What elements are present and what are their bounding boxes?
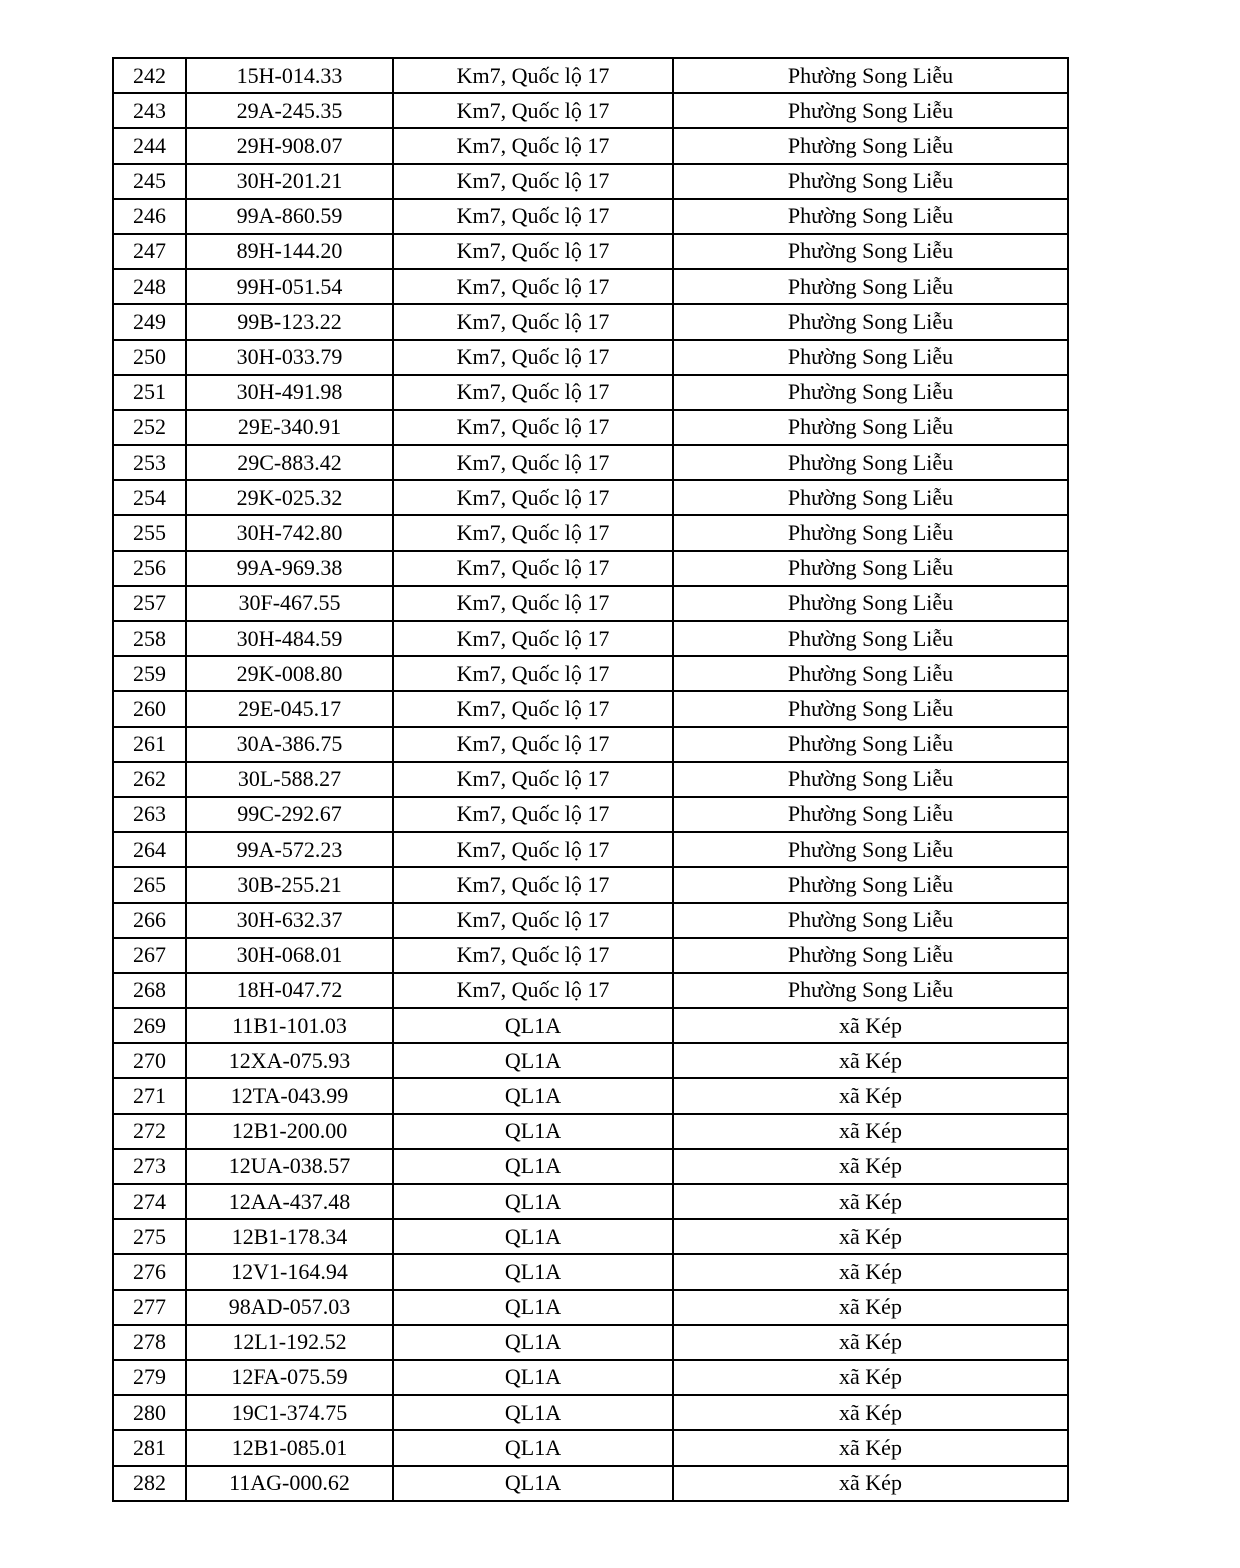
cell-ward: Phường Song Liễu bbox=[673, 656, 1068, 691]
cell-row-number: 273 bbox=[113, 1149, 186, 1184]
cell-road-location: Km7, Quốc lộ 17 bbox=[393, 727, 673, 762]
cell-license-plate: 30H-484.59 bbox=[186, 621, 393, 656]
cell-row-number: 250 bbox=[113, 340, 186, 375]
cell-road-location: Km7, Quốc lộ 17 bbox=[393, 973, 673, 1008]
cell-row-number: 255 bbox=[113, 515, 186, 550]
cell-license-plate: 12B1-085.01 bbox=[186, 1430, 393, 1465]
cell-row-number: 242 bbox=[113, 58, 186, 93]
table-row bbox=[113, 656, 1068, 691]
cell-ward: xã Kép bbox=[673, 1360, 1068, 1395]
table-row bbox=[113, 1149, 1068, 1184]
cell-road-location: Km7, Quốc lộ 17 bbox=[393, 832, 673, 867]
cell-row-number: 248 bbox=[113, 269, 186, 304]
cell-license-plate: 12FA-075.59 bbox=[186, 1360, 393, 1395]
cell-road-location: Km7, Quốc lộ 17 bbox=[393, 164, 673, 199]
table-row bbox=[113, 867, 1068, 902]
cell-row-number: 266 bbox=[113, 903, 186, 938]
cell-license-plate: 30H-068.01 bbox=[186, 938, 393, 973]
cell-row-number: 281 bbox=[113, 1430, 186, 1465]
cell-ward: Phường Song Liễu bbox=[673, 797, 1068, 832]
cell-road-location: Km7, Quốc lộ 17 bbox=[393, 762, 673, 797]
table-row bbox=[113, 515, 1068, 550]
cell-road-location: Km7, Quốc lộ 17 bbox=[393, 269, 673, 304]
cell-license-plate: 99A-969.38 bbox=[186, 551, 393, 586]
cell-ward: xã Kép bbox=[673, 1325, 1068, 1360]
cell-road-location: Km7, Quốc lộ 17 bbox=[393, 234, 673, 269]
table-row bbox=[113, 1395, 1068, 1430]
cell-license-plate: 12L1-192.52 bbox=[186, 1325, 393, 1360]
cell-ward: Phường Song Liễu bbox=[673, 938, 1068, 973]
cell-license-plate: 99B-123.22 bbox=[186, 304, 393, 339]
cell-road-location: Km7, Quốc lộ 17 bbox=[393, 621, 673, 656]
cell-road-location: QL1A bbox=[393, 1078, 673, 1113]
cell-road-location: QL1A bbox=[393, 1254, 673, 1289]
cell-ward: Phường Song Liễu bbox=[673, 340, 1068, 375]
cell-row-number: 244 bbox=[113, 128, 186, 163]
cell-row-number: 268 bbox=[113, 973, 186, 1008]
cell-ward: Phường Song Liễu bbox=[673, 973, 1068, 1008]
cell-ward: Phường Song Liễu bbox=[673, 410, 1068, 445]
cell-license-plate: 30H-033.79 bbox=[186, 340, 393, 375]
cell-ward: Phường Song Liễu bbox=[673, 269, 1068, 304]
cell-license-plate: 12B1-178.34 bbox=[186, 1219, 393, 1254]
cell-road-location: QL1A bbox=[393, 1466, 673, 1501]
cell-license-plate: 11AG-000.62 bbox=[186, 1466, 393, 1501]
cell-ward: Phường Song Liễu bbox=[673, 58, 1068, 93]
cell-road-location: Km7, Quốc lộ 17 bbox=[393, 445, 673, 480]
table-row bbox=[113, 691, 1068, 726]
cell-ward: Phường Song Liễu bbox=[673, 480, 1068, 515]
cell-row-number: 246 bbox=[113, 199, 186, 234]
cell-road-location: QL1A bbox=[393, 1008, 673, 1043]
cell-road-location: Km7, Quốc lộ 17 bbox=[393, 938, 673, 973]
cell-ward: Phường Song Liễu bbox=[673, 93, 1068, 128]
cell-ward: Phường Song Liễu bbox=[673, 867, 1068, 902]
cell-row-number: 261 bbox=[113, 727, 186, 762]
cell-road-location: Km7, Quốc lộ 17 bbox=[393, 656, 673, 691]
cell-road-location: QL1A bbox=[393, 1149, 673, 1184]
cell-ward: Phường Song Liễu bbox=[673, 551, 1068, 586]
table-row bbox=[113, 832, 1068, 867]
cell-ward: xã Kép bbox=[673, 1114, 1068, 1149]
table-row bbox=[113, 480, 1068, 515]
cell-license-plate: 30H-742.80 bbox=[186, 515, 393, 550]
cell-road-location: Km7, Quốc lộ 17 bbox=[393, 58, 673, 93]
cell-road-location: QL1A bbox=[393, 1219, 673, 1254]
cell-license-plate: 30F-467.55 bbox=[186, 586, 393, 621]
cell-row-number: 257 bbox=[113, 586, 186, 621]
cell-road-location: Km7, Quốc lộ 17 bbox=[393, 551, 673, 586]
cell-ward: Phường Song Liễu bbox=[673, 727, 1068, 762]
table-row bbox=[113, 586, 1068, 621]
vehicle-list-table bbox=[112, 57, 1069, 1502]
cell-ward: Phường Song Liễu bbox=[673, 164, 1068, 199]
cell-road-location: Km7, Quốc lộ 17 bbox=[393, 410, 673, 445]
cell-license-plate: 29K-008.80 bbox=[186, 656, 393, 691]
cell-license-plate: 18H-047.72 bbox=[186, 973, 393, 1008]
table-row bbox=[113, 1254, 1068, 1289]
cell-license-plate: 99A-860.59 bbox=[186, 199, 393, 234]
cell-row-number: 272 bbox=[113, 1114, 186, 1149]
cell-license-plate: 12V1-164.94 bbox=[186, 1254, 393, 1289]
cell-row-number: 274 bbox=[113, 1184, 186, 1219]
cell-ward: Phường Song Liễu bbox=[673, 903, 1068, 938]
table-row bbox=[113, 727, 1068, 762]
cell-road-location: QL1A bbox=[393, 1184, 673, 1219]
cell-ward: Phường Song Liễu bbox=[673, 445, 1068, 480]
cell-ward: xã Kép bbox=[673, 1149, 1068, 1184]
cell-license-plate: 12B1-200.00 bbox=[186, 1114, 393, 1149]
cell-ward: Phường Song Liễu bbox=[673, 515, 1068, 550]
table-row bbox=[113, 304, 1068, 339]
cell-license-plate: 30H-491.98 bbox=[186, 375, 393, 410]
cell-row-number: 264 bbox=[113, 832, 186, 867]
cell-ward: xã Kép bbox=[673, 1219, 1068, 1254]
table-row bbox=[113, 903, 1068, 938]
cell-ward: xã Kép bbox=[673, 1043, 1068, 1078]
cell-row-number: 278 bbox=[113, 1325, 186, 1360]
cell-ward: xã Kép bbox=[673, 1008, 1068, 1043]
cell-ward: Phường Song Liễu bbox=[673, 762, 1068, 797]
cell-road-location: QL1A bbox=[393, 1395, 673, 1430]
cell-road-location: Km7, Quốc lộ 17 bbox=[393, 128, 673, 163]
cell-road-location: QL1A bbox=[393, 1360, 673, 1395]
cell-license-plate: 30H-632.37 bbox=[186, 903, 393, 938]
table-row bbox=[113, 1430, 1068, 1465]
cell-row-number: 254 bbox=[113, 480, 186, 515]
cell-row-number: 252 bbox=[113, 410, 186, 445]
cell-road-location: Km7, Quốc lộ 17 bbox=[393, 867, 673, 902]
cell-license-plate: 15H-014.33 bbox=[186, 58, 393, 93]
table-row bbox=[113, 1325, 1068, 1360]
cell-ward: Phường Song Liễu bbox=[673, 691, 1068, 726]
cell-row-number: 259 bbox=[113, 656, 186, 691]
cell-license-plate: 29H-908.07 bbox=[186, 128, 393, 163]
cell-row-number: 280 bbox=[113, 1395, 186, 1430]
cell-row-number: 275 bbox=[113, 1219, 186, 1254]
table-row bbox=[113, 445, 1068, 480]
cell-row-number: 270 bbox=[113, 1043, 186, 1078]
cell-license-plate: 11B1-101.03 bbox=[186, 1008, 393, 1043]
table-row bbox=[113, 1114, 1068, 1149]
cell-license-plate: 29A-245.35 bbox=[186, 93, 393, 128]
table-row bbox=[113, 1043, 1068, 1078]
table-row bbox=[113, 1184, 1068, 1219]
cell-road-location: QL1A bbox=[393, 1114, 673, 1149]
cell-license-plate: 30B-255.21 bbox=[186, 867, 393, 902]
cell-ward: xã Kép bbox=[673, 1466, 1068, 1501]
cell-ward: Phường Song Liễu bbox=[673, 234, 1068, 269]
cell-ward: Phường Song Liễu bbox=[673, 375, 1068, 410]
table-row bbox=[113, 1008, 1068, 1043]
cell-road-location: Km7, Quốc lộ 17 bbox=[393, 304, 673, 339]
cell-row-number: 269 bbox=[113, 1008, 186, 1043]
cell-row-number: 247 bbox=[113, 234, 186, 269]
cell-ward: Phường Song Liễu bbox=[673, 199, 1068, 234]
table-row bbox=[113, 128, 1068, 163]
cell-license-plate: 99C-292.67 bbox=[186, 797, 393, 832]
cell-license-plate: 98AD-057.03 bbox=[186, 1290, 393, 1325]
cell-ward: Phường Song Liễu bbox=[673, 304, 1068, 339]
table-row bbox=[113, 797, 1068, 832]
cell-row-number: 253 bbox=[113, 445, 186, 480]
cell-license-plate: 30L-588.27 bbox=[186, 762, 393, 797]
cell-ward: Phường Song Liễu bbox=[673, 586, 1068, 621]
table-row bbox=[113, 199, 1068, 234]
cell-road-location: Km7, Quốc lộ 17 bbox=[393, 93, 673, 128]
cell-ward: xã Kép bbox=[673, 1078, 1068, 1113]
cell-row-number: 258 bbox=[113, 621, 186, 656]
cell-license-plate: 12UA-038.57 bbox=[186, 1149, 393, 1184]
cell-license-plate: 12AA-437.48 bbox=[186, 1184, 393, 1219]
table-row bbox=[113, 1219, 1068, 1254]
table-row bbox=[113, 410, 1068, 445]
cell-ward: xã Kép bbox=[673, 1395, 1068, 1430]
cell-license-plate: 29E-045.17 bbox=[186, 691, 393, 726]
cell-road-location: Km7, Quốc lộ 17 bbox=[393, 691, 673, 726]
table-row bbox=[113, 551, 1068, 586]
table-row bbox=[113, 58, 1068, 93]
cell-row-number: 262 bbox=[113, 762, 186, 797]
cell-road-location: QL1A bbox=[393, 1043, 673, 1078]
cell-ward: xã Kép bbox=[673, 1290, 1068, 1325]
cell-row-number: 276 bbox=[113, 1254, 186, 1289]
table-row bbox=[113, 164, 1068, 199]
cell-ward: Phường Song Liễu bbox=[673, 832, 1068, 867]
cell-row-number: 251 bbox=[113, 375, 186, 410]
table-row bbox=[113, 1466, 1068, 1501]
cell-row-number: 263 bbox=[113, 797, 186, 832]
cell-ward: xã Kép bbox=[673, 1254, 1068, 1289]
table-row bbox=[113, 973, 1068, 1008]
table-row bbox=[113, 269, 1068, 304]
cell-license-plate: 89H-144.20 bbox=[186, 234, 393, 269]
cell-ward: xã Kép bbox=[673, 1430, 1068, 1465]
cell-road-location: QL1A bbox=[393, 1290, 673, 1325]
cell-row-number: 265 bbox=[113, 867, 186, 902]
cell-row-number: 245 bbox=[113, 164, 186, 199]
table-row bbox=[113, 1078, 1068, 1113]
cell-road-location: Km7, Quốc lộ 17 bbox=[393, 340, 673, 375]
table-row bbox=[113, 762, 1068, 797]
cell-license-plate: 30A-386.75 bbox=[186, 727, 393, 762]
cell-ward: Phường Song Liễu bbox=[673, 621, 1068, 656]
table-row bbox=[113, 1360, 1068, 1395]
cell-license-plate: 99A-572.23 bbox=[186, 832, 393, 867]
cell-ward: Phường Song Liễu bbox=[673, 128, 1068, 163]
cell-license-plate: 19C1-374.75 bbox=[186, 1395, 393, 1430]
cell-row-number: 249 bbox=[113, 304, 186, 339]
cell-row-number: 282 bbox=[113, 1466, 186, 1501]
table-row bbox=[113, 1290, 1068, 1325]
cell-row-number: 277 bbox=[113, 1290, 186, 1325]
cell-road-location: Km7, Quốc lộ 17 bbox=[393, 480, 673, 515]
table-row bbox=[113, 93, 1068, 128]
table-row bbox=[113, 234, 1068, 269]
cell-road-location: QL1A bbox=[393, 1325, 673, 1360]
cell-row-number: 267 bbox=[113, 938, 186, 973]
cell-license-plate: 29E-340.91 bbox=[186, 410, 393, 445]
cell-road-location: Km7, Quốc lộ 17 bbox=[393, 586, 673, 621]
table-row bbox=[113, 621, 1068, 656]
cell-row-number: 260 bbox=[113, 691, 186, 726]
table-body bbox=[113, 58, 1068, 1501]
cell-row-number: 271 bbox=[113, 1078, 186, 1113]
cell-road-location: Km7, Quốc lộ 17 bbox=[393, 199, 673, 234]
cell-license-plate: 29C-883.42 bbox=[186, 445, 393, 480]
cell-road-location: Km7, Quốc lộ 17 bbox=[393, 903, 673, 938]
cell-row-number: 279 bbox=[113, 1360, 186, 1395]
cell-license-plate: 30H-201.21 bbox=[186, 164, 393, 199]
cell-license-plate: 12XA-075.93 bbox=[186, 1043, 393, 1078]
cell-license-plate: 99H-051.54 bbox=[186, 269, 393, 304]
cell-license-plate: 29K-025.32 bbox=[186, 480, 393, 515]
cell-road-location: Km7, Quốc lộ 17 bbox=[393, 797, 673, 832]
cell-road-location: QL1A bbox=[393, 1430, 673, 1465]
cell-ward: xã Kép bbox=[673, 1184, 1068, 1219]
table-row bbox=[113, 340, 1068, 375]
cell-row-number: 256 bbox=[113, 551, 186, 586]
table-row bbox=[113, 375, 1068, 410]
cell-road-location: Km7, Quốc lộ 17 bbox=[393, 375, 673, 410]
cell-row-number: 243 bbox=[113, 93, 186, 128]
table-row bbox=[113, 938, 1068, 973]
cell-license-plate: 12TA-043.99 bbox=[186, 1078, 393, 1113]
cell-road-location: Km7, Quốc lộ 17 bbox=[393, 515, 673, 550]
